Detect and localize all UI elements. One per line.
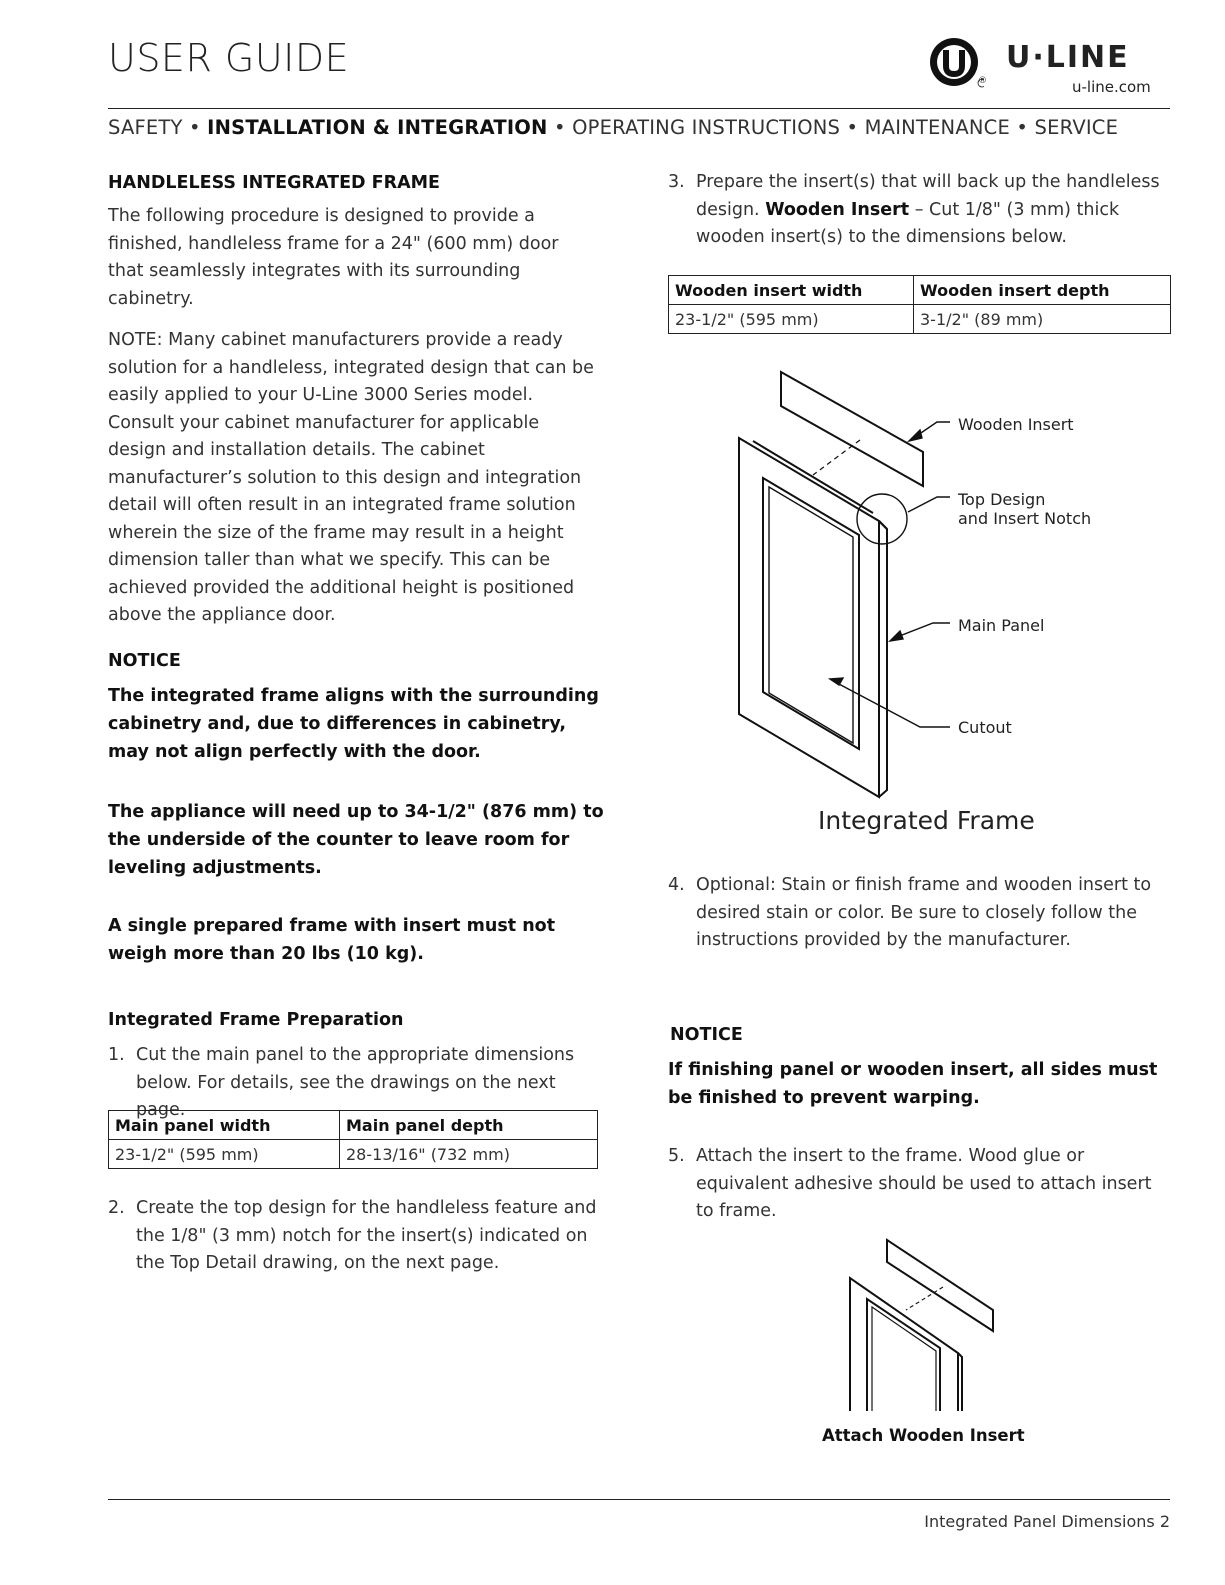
u-line-logo-icon — [928, 36, 984, 92]
table-header: Main panel width — [109, 1111, 340, 1140]
nav-item-operating[interactable]: OPERATING INSTRUCTIONS — [572, 116, 841, 139]
table-header: Wooden insert depth — [914, 276, 1171, 305]
figure-caption-small: Attach Wooden Insert — [822, 1426, 1025, 1445]
step-number: 1. — [108, 1045, 125, 1065]
section-heading: HANDLELESS INTEGRATED FRAME — [108, 173, 441, 193]
label-top-design: Top Design — [958, 490, 1046, 509]
notice-text-3: A single prepared frame with insert must not weigh more than 20 lbs (10 kg). — [108, 916, 556, 964]
label-wooden-insert: Wooden Insert — [958, 415, 1074, 434]
footer-divider — [108, 1499, 1170, 1500]
notice-text-1: The integrated frame aligns with the surrounding cabinetry and, due to differences in cabinetry, may not align perfectly with the door. — [108, 686, 599, 762]
notice-heading: NOTICE — [108, 651, 181, 671]
table-cell: 23-1/2" (595 mm) — [109, 1140, 340, 1169]
table-header: Wooden insert width — [669, 276, 914, 305]
integrated-frame-drawing — [725, 365, 965, 800]
prep-heading: Integrated Frame Preparation — [108, 1010, 404, 1030]
table-header: Main panel depth — [340, 1111, 598, 1140]
step-number: 4. — [668, 875, 685, 895]
main-panel-table — [108, 1110, 598, 1169]
label-cutout: Cutout — [958, 718, 1012, 737]
notice-text: If finishing panel or wooden insert, all sides must be finished to prevent warping. — [668, 1060, 1158, 1108]
notice-text-2: The appliance will need up to 34-1/2" (876 mm) to the underside of the counter to leave room for leveling adjustments. — [108, 802, 604, 878]
notice-heading: NOTICE — [670, 1025, 743, 1045]
label-insert-notch: and Insert Notch — [958, 509, 1092, 528]
table-cell: 3-1/2" (89 mm) — [914, 305, 1171, 334]
table-cell: 23-1/2" (595 mm) — [669, 305, 914, 334]
step-1-text: Cut the main panel to the appropriate dimensions below. For details, see the drawings on the next page. — [136, 1045, 575, 1120]
nav-separator: • — [189, 116, 201, 139]
header-divider — [108, 108, 1170, 109]
intro-paragraph: The following procedure is designed to provide a finished, handleless frame for a 24" (600 mm) door that seamlessly integrates with its surrounding cabinetry. — [108, 206, 559, 309]
brand-name: U·LINE — [1006, 40, 1130, 75]
brand-url: u-line.com — [1072, 78, 1151, 96]
nav-item-service[interactable]: SERVICE — [1034, 116, 1119, 139]
nav-item-safety[interactable]: SAFETY — [108, 116, 183, 139]
step-4-text: Optional: Stain or finish frame and wooden insert to desired stain or color. Be sure to closely follow the instructions provided by the manufacturer. — [696, 875, 1152, 950]
step-number: 3. — [668, 172, 685, 192]
step-3-bold: Wooden Insert — [765, 199, 910, 220]
nav-item-maintenance[interactable]: MAINTENANCE — [864, 116, 1011, 139]
table-cell: 28-13/16" (732 mm) — [340, 1140, 598, 1169]
figure-caption: Integrated Frame — [818, 806, 1035, 835]
step-3-text — [696, 169, 1166, 252]
registered-mark: ® — [978, 76, 987, 86]
note-paragraph: NOTE: Many cabinet manufacturers provide a ready solution for a handleless, integrated design that can be easily applied to your U-Line 3000 Series model. Consult your cabinet manufacturer for applicable design and installation details. The cabinet manufacturer’s solution to this design and integration detail will often result in an integrated frame solution wherein the size of the frame may result in a height dimension taller than what we specify. This can be achieved provided the additional height is positioned above the appliance door. — [108, 330, 594, 625]
step-3-text-b: – Cut 1/8" (3 mm) thick wooden insert(s) to the dimensions below. — [696, 199, 1120, 247]
step-5-text: Attach the insert to the frame. Wood glue or equivalent adhesive should be used to attach insert to frame. — [696, 1146, 1152, 1221]
nav-separator: • — [553, 116, 566, 139]
page-title: USER GUIDE — [108, 36, 350, 80]
page-footer: Integrated Panel Dimensions 2 — [924, 1512, 1170, 1531]
section-nav — [108, 116, 1118, 139]
step-number: 5. — [668, 1146, 685, 1166]
nav-separator: • — [1016, 116, 1029, 139]
nav-separator: • — [846, 116, 859, 139]
wooden-insert-table — [668, 275, 1171, 334]
step-2-text: Create the top design for the handleless feature and the 1/8" (3 mm) notch for the insert(s) indicated on the Top Detail drawing, on the next page. — [136, 1198, 597, 1273]
label-main-panel: Main Panel — [958, 616, 1045, 635]
step-3-text-a: Prepare the insert(s) that will back up the handleless design. — [696, 172, 1160, 220]
nav-item-installation[interactable]: INSTALLATION & INTEGRATION — [207, 116, 548, 139]
step-number: 2. — [108, 1198, 125, 1218]
attach-insert-drawing — [840, 1235, 1005, 1415]
